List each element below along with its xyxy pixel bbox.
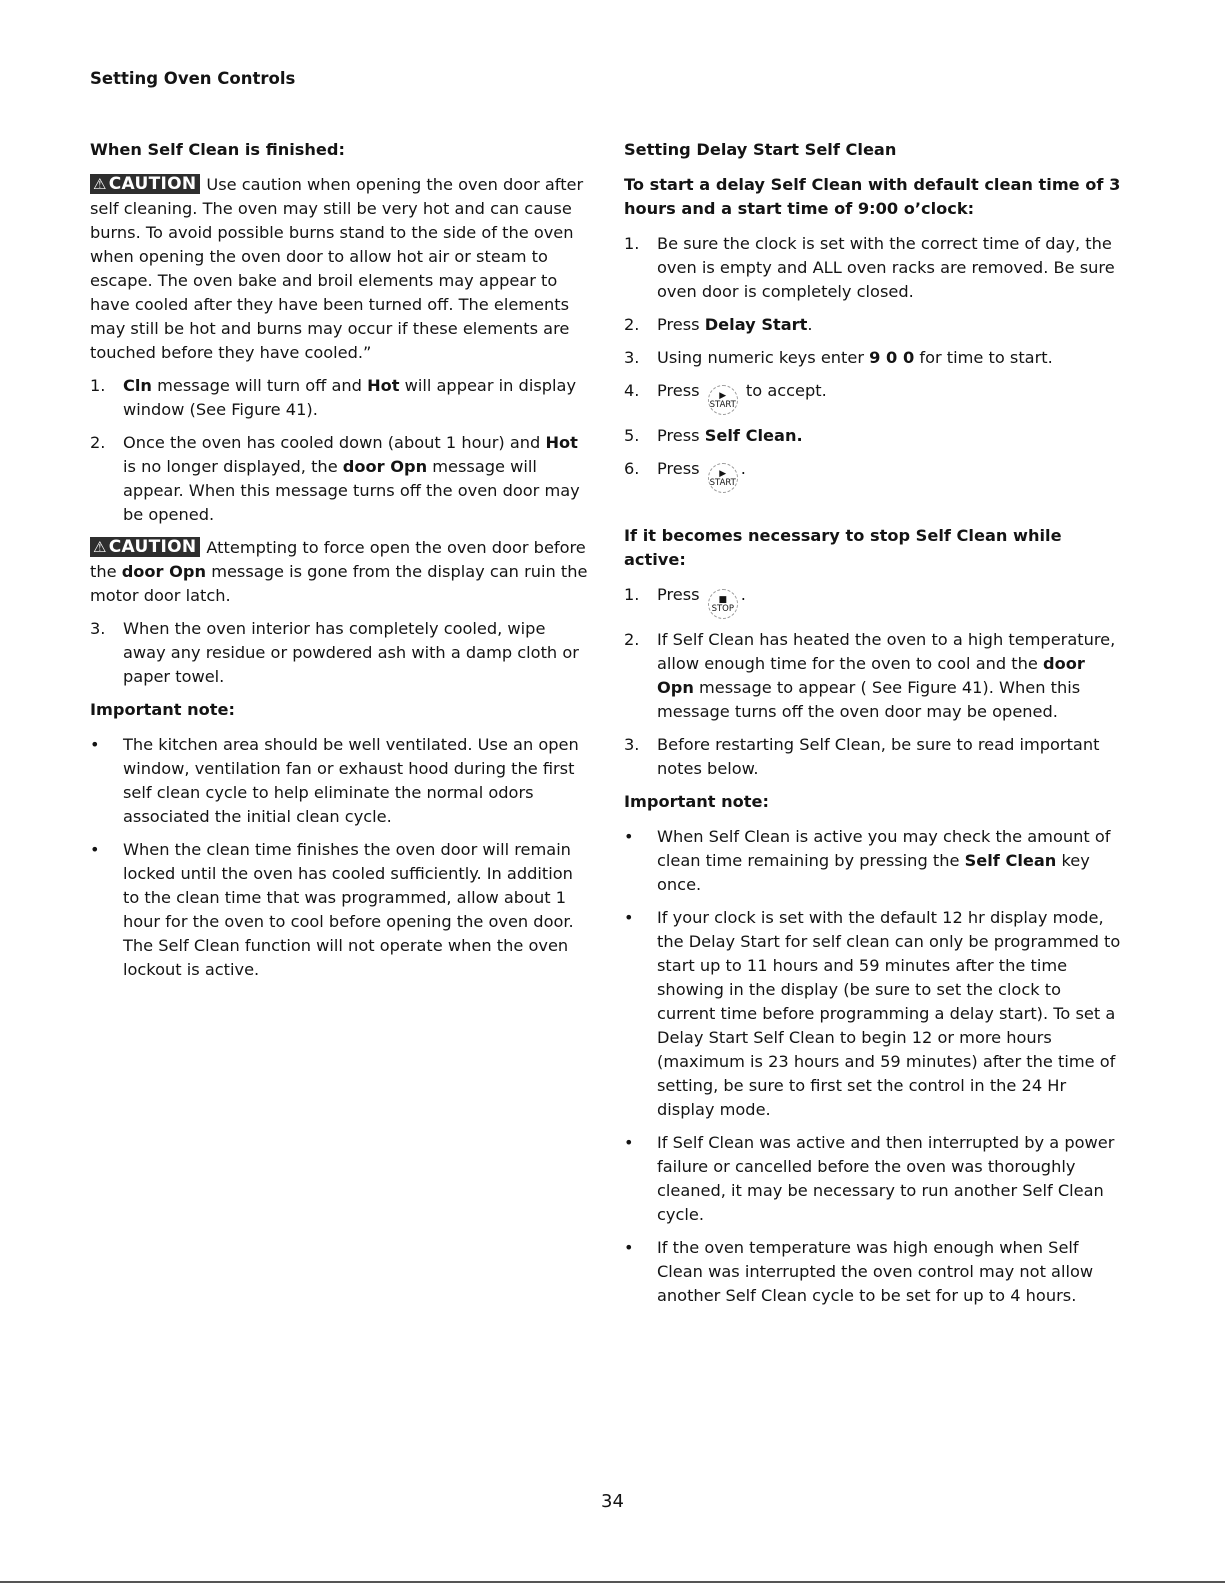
step-number: 5. [624, 426, 640, 445]
list-item [624, 379, 1124, 415]
note-text: The kitchen area should be well ventilated. Use an open window, ventilation fan or exhaust hood during the first self clean cycle to help eliminate the normal odors associated the initial clean cycle. [123, 735, 579, 826]
caution-text-2: Attempting to force open the oven door before the [90, 538, 586, 581]
important-notes-list [624, 825, 1124, 1308]
caution-label: CAUTION [108, 174, 197, 194]
step-number: 6. [624, 459, 640, 478]
step-text: Before restarting Self Clean, be sure to read important notes below. [657, 735, 1100, 778]
step-text: Press [657, 426, 705, 445]
bullet-icon: • [624, 1133, 634, 1152]
stop-key-icon [708, 589, 738, 619]
note-text: key once. [657, 851, 1090, 894]
list-item [624, 733, 1124, 781]
note-text: When the clean time finishes the oven door will remain locked until the oven has cooled sufficiently. In addition to the clean time that was programmed, allow about 1 hour for the oven to cool before opening the oven door. The Self Clean function will not operate when the oven lockout is active. [123, 840, 574, 979]
caution-label: CAUTION [108, 537, 197, 557]
bold-term: Self Clean [964, 851, 1057, 870]
step-number: 2. [624, 630, 640, 649]
list-item [90, 374, 590, 422]
bullet-icon: • [624, 908, 634, 927]
step-number: 1. [90, 376, 106, 395]
caution-text-1: Use caution when opening the oven door after self cleaning. The oven may still be very hot and can cause burns. To avoid possible burns stand to the side of the oven when opening the oven door to allow hot air or steam to escape. The oven bake and broil elements may appear to have cooled after they have been turned off. The elements may still be hot and burns may occur if these elements are touched before they have cooled.” [90, 175, 584, 362]
play-icon: ▶ [719, 469, 727, 479]
step-text: to accept. [745, 381, 827, 400]
step-text: is no longer displayed, the [123, 457, 343, 476]
step-text: Press [657, 381, 700, 400]
step-number: 3. [624, 735, 640, 754]
list-item [624, 346, 1124, 370]
play-icon: ▶ [719, 391, 727, 401]
step-number: 3. [90, 619, 106, 638]
caution-paragraph-2 [90, 536, 590, 608]
finished-steps-list-continued [90, 617, 590, 689]
bold-term: Hot [367, 376, 400, 395]
list-item [624, 628, 1124, 724]
stop-square-icon: ■ [718, 595, 728, 605]
bold-term: Cln [123, 376, 152, 395]
step-text: . [807, 315, 813, 334]
list-item [624, 232, 1124, 304]
caution-badge [90, 537, 200, 557]
note-text: If the oven temperature was high enough when Self Clean was interrupted the oven control may not allow another Self Clean cycle to be set for up to 4 hours. [657, 1238, 1094, 1305]
list-item [624, 906, 1124, 1122]
finished-steps-list [90, 374, 590, 527]
bullet-icon: • [624, 1238, 634, 1257]
list-item [90, 617, 590, 689]
key-label: START [709, 478, 736, 488]
step-number: 2. [90, 433, 106, 452]
start-key-icon [708, 463, 738, 493]
list-item [624, 1236, 1124, 1308]
bold-term: door Opn [121, 562, 207, 581]
bold-term: 9 0 0 [869, 348, 915, 367]
bottom-divider [0, 1581, 1225, 1583]
bold-term: Hot [545, 433, 578, 452]
delay-start-heading: Setting Delay Start Self Clean [624, 140, 897, 159]
important-note-heading: Important note: [90, 700, 235, 719]
step-text: will appear in display window (See Figure 41). [123, 376, 577, 419]
warning-triangle-icon: ⚠ [93, 175, 107, 193]
list-item [624, 825, 1124, 897]
bullet-icon: • [90, 735, 100, 754]
right-column [624, 138, 1124, 1317]
important-note-heading: Important note: [624, 792, 769, 811]
bold-term: door Opn [657, 654, 1085, 697]
list-item [624, 583, 1124, 619]
step-number: 2. [624, 315, 640, 334]
list-item [624, 313, 1124, 337]
warning-triangle-icon: ⚠ [93, 538, 107, 556]
start-key-icon [708, 385, 738, 415]
key-label: STOP [711, 604, 734, 614]
step-text: message will turn off and [151, 376, 368, 395]
list-item [90, 733, 590, 829]
left-column [90, 138, 590, 991]
list-item [624, 1131, 1124, 1227]
step-text: Once the oven has cooled down (about 1 hour) and [123, 433, 546, 452]
list-item [624, 457, 1124, 493]
bullet-icon: • [90, 840, 100, 859]
note-text: If your clock is set with the default 12 hr display mode, the Delay Start for self clean can only be programmed to start up to 11 hours and 59 minutes after the time showing in the display (be sure to set the clock to current time before programming a delay start). To set a Delay Start Self Clean to begin 12 or more hours (maximum is 23 hours and 59 minutes) after the time of setting, be sure to first set the control in the 24 Hr display mode. [657, 908, 1121, 1119]
delay-start-subheading: To start a delay Self Clean with default clean time of 3 hours and a start time of 9:00 o’clock: [624, 175, 1121, 218]
step-text: Be sure the clock is set with the correct time of day, the oven is empty and ALL oven racks are removed. Be sure oven door is completely closed. [657, 234, 1115, 301]
step-text: message will appear. When this message turns off the oven door may be opened. [123, 457, 580, 524]
step-number: 1. [624, 234, 640, 253]
caution-text-2b: message is gone from the display can ruin the motor door latch. [90, 562, 588, 605]
step-text: . [740, 585, 746, 604]
bullet-icon: • [624, 827, 634, 846]
bold-term: Self Clean. [704, 426, 803, 445]
note-text: If Self Clean was active and then interrupted by a power failure or cancelled before the oven was thoroughly cleaned, it may be necessary to run another Self Clean cycle. [657, 1133, 1115, 1224]
key-label: START [709, 400, 736, 410]
step-text: Press [657, 459, 700, 478]
caution-badge [90, 174, 200, 194]
page-number: 34 [601, 1491, 624, 1512]
list-item [90, 431, 590, 527]
stop-self-clean-heading: If it becomes necessary to stop Self Clean while active: [624, 526, 1062, 569]
step-text: message to appear ( See Figure 41). When this message turns off the oven door may be opened. [657, 678, 1081, 721]
list-item [90, 838, 590, 982]
step-number: 4. [624, 381, 640, 400]
section-title: Setting Oven Controls [90, 69, 296, 88]
step-text: When the oven interior has completely cooled, wipe away any residue or powdered ash with a damp cloth or paper towel. [123, 619, 579, 686]
step-text: If Self Clean has heated the oven to a high temperature, allow enough time for the oven to cool and the [657, 630, 1116, 673]
step-text: Press [657, 585, 700, 604]
stop-steps-list [624, 583, 1124, 781]
bold-term: Delay Start [704, 315, 808, 334]
note-text: When Self Clean is active you may check the amount of clean time remaining by pressing the [657, 827, 1111, 870]
bold-term: door Opn [342, 457, 428, 476]
step-number: 1. [624, 585, 640, 604]
delay-start-steps-list [624, 232, 1124, 493]
step-text: Press [657, 315, 705, 334]
caution-paragraph-1 [90, 173, 590, 365]
step-text: . [740, 459, 746, 478]
important-notes-list [90, 733, 590, 982]
self-clean-finished-heading: When Self Clean is finished: [90, 140, 345, 159]
list-item [624, 424, 1124, 448]
step-text: for time to start. [914, 348, 1053, 367]
step-number: 3. [624, 348, 640, 367]
step-text: Using numeric keys enter [657, 348, 870, 367]
